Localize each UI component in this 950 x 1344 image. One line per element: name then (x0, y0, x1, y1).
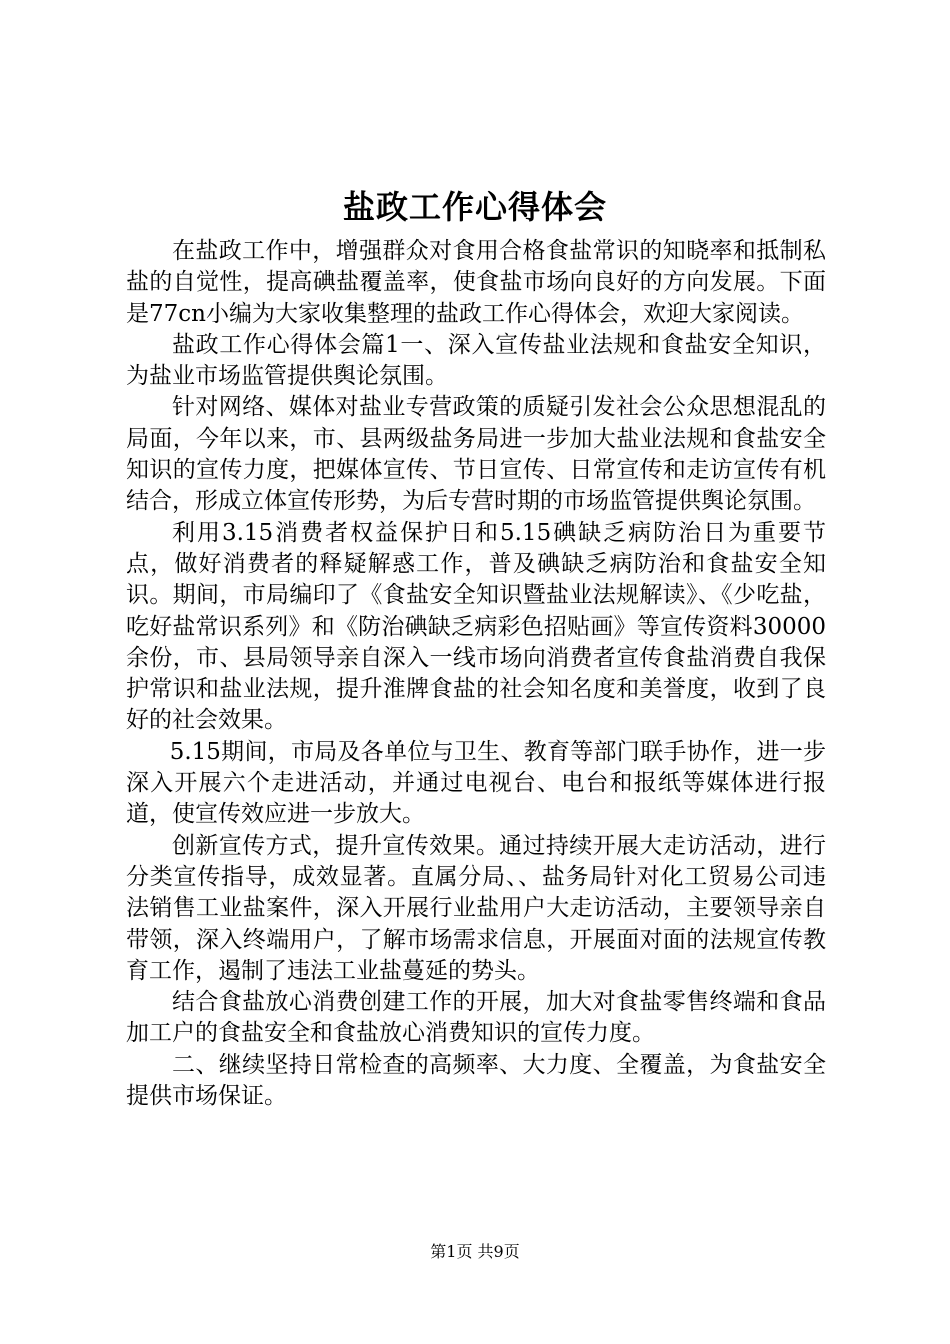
document-title: 盐政工作心得体会 (342, 188, 607, 226)
paragraph-media-response: 针对网络、媒体对盐业专营政策的质疑引发社会公众思想混乱的局面，今年以来，市、县两级盐务局进一步加大盐业法规和食盐安全知识的宣传力度，把媒体宣传、节日宣传、日常宣传和走访宣传有机结合，形成立体宣传形势，为后专营时期的市场监管提供舆论氛围。 (126, 394, 826, 515)
paragraph-section-2-heading: 二、继续坚持日常检查的高频率、大力度、全覆盖，为食盐安全提供市场保证。 (126, 1051, 826, 1110)
paragraph-consumer-day: 利用3.15消费者权益保护日和5.15碘缺乏病防治日为重要节点，做好消费者的释疑解惑工作，普及碘缺乏病防治和食盐安全知识。期间，市局编印了《食盐安全知识暨盐业法规解读》、《少吃盐，吃好盐常识系列》和《防治碘缺乏病彩色招贴画》等宣传资料30000余份，市、县局领导亲自深入一线市场向消费者宣传食盐消费自我保护常识和盐业法规，提升淮牌食盐的社会知名度和美誉度，收到了良好的社会效果。 (126, 519, 826, 734)
paragraph-safe-consumption: 结合食盐放心消费创建工作的开展，加大对食盐零售终端和食品加工户的食盐安全和食盐放心消费知识的宣传力度。 (126, 989, 826, 1047)
paragraph-cooperation: 5.15期间，市局及各单位与卫生、教育等部门联手协作，进一步深入开展六个走进活动，并通过电视台、电台和报纸等媒体进行报道，使宣传效应进一步放大。 (126, 738, 826, 828)
document-body (126, 236, 826, 1112)
paragraph-innovation: 创新宣传方式，提升宣传效果。通过持续开展大走访活动，进行分类宣传指导，成效显著。直属分局、、盐务局针对化工贸易公司违法销售工业盐案件，深入开展行业盐用户大走访活动，主要领导亲自带领，深入终端用户，了解市场需求信息，开展面对面的法规宣传教育工作，遏制了违法工业盐蔓延的势头。 (126, 832, 826, 984)
page-number: 第1页 共9页 (430, 1242, 520, 1261)
paragraph-section-1-heading: 盐政工作心得体会篇1一、深入宣传盐业法规和食盐安全知识，为盐业市场监管提供舆论氛围。 (126, 331, 826, 390)
paragraph-intro: 在盐政工作中，增强群众对食用合格食盐常识的知晓率和抵制私盐的自觉性，提高碘盐覆盖率，使食盐市场向良好的方向发展。下面是77cn小编为大家收集整理的盐政工作心得体会，欢迎大家阅读。 (126, 238, 826, 327)
